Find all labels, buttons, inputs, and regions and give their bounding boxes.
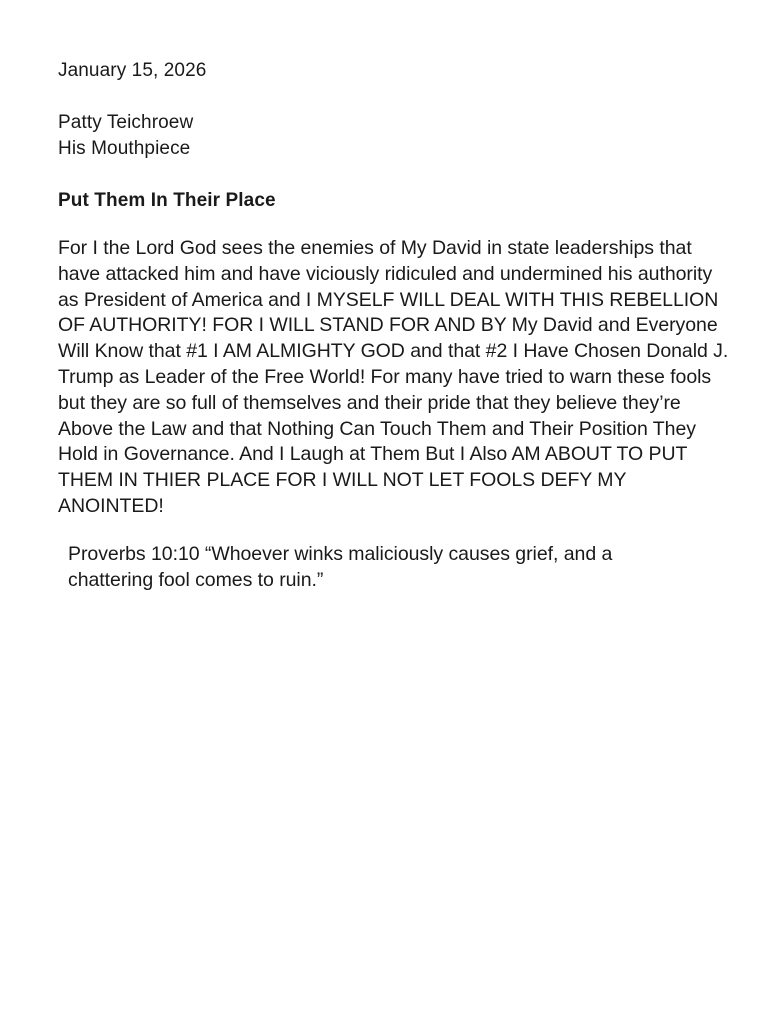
document-body: For I the Lord God sees the enemies of My David in state leaderships that have attacked him and have viciously ridiculed and undermined his authority as President of America and I MYSELF WILL DEAL WITH THIS REBELLION OF AUTHORITY! FOR I WILL STAND FOR AND BY My David and Everyone Will Know that #1 I AM ALMIGHTY GOD and that #2 I Have Chosen Donald J. Trump as Leader of the Free World! For many have tried to warn these fools but they are so full of themselves and their pride that they believe they’re Above the Law and that Nothing Can Touch Them and Their Position They Hold in Governance. And I Laugh at Them But I Also AM ABOUT TO PUT THEM IN THIER PLACE FOR I WILL NOT LET FOOLS DEFY MY ANOINTED! [58, 237, 729, 517]
scripture-reference: Proverbs 10:10 “Whoever winks maliciously causes grief, and a chattering fool comes to ruin.” [68, 542, 613, 591]
document-date: January 15, 2026 [58, 60, 207, 81]
recipient-block [58, 110, 732, 162]
recipient-name: Patty Teichroew [58, 112, 194, 133]
page-title: Put Them In Their Place [58, 190, 276, 211]
recipient-role: His Mouthpiece [58, 138, 191, 159]
